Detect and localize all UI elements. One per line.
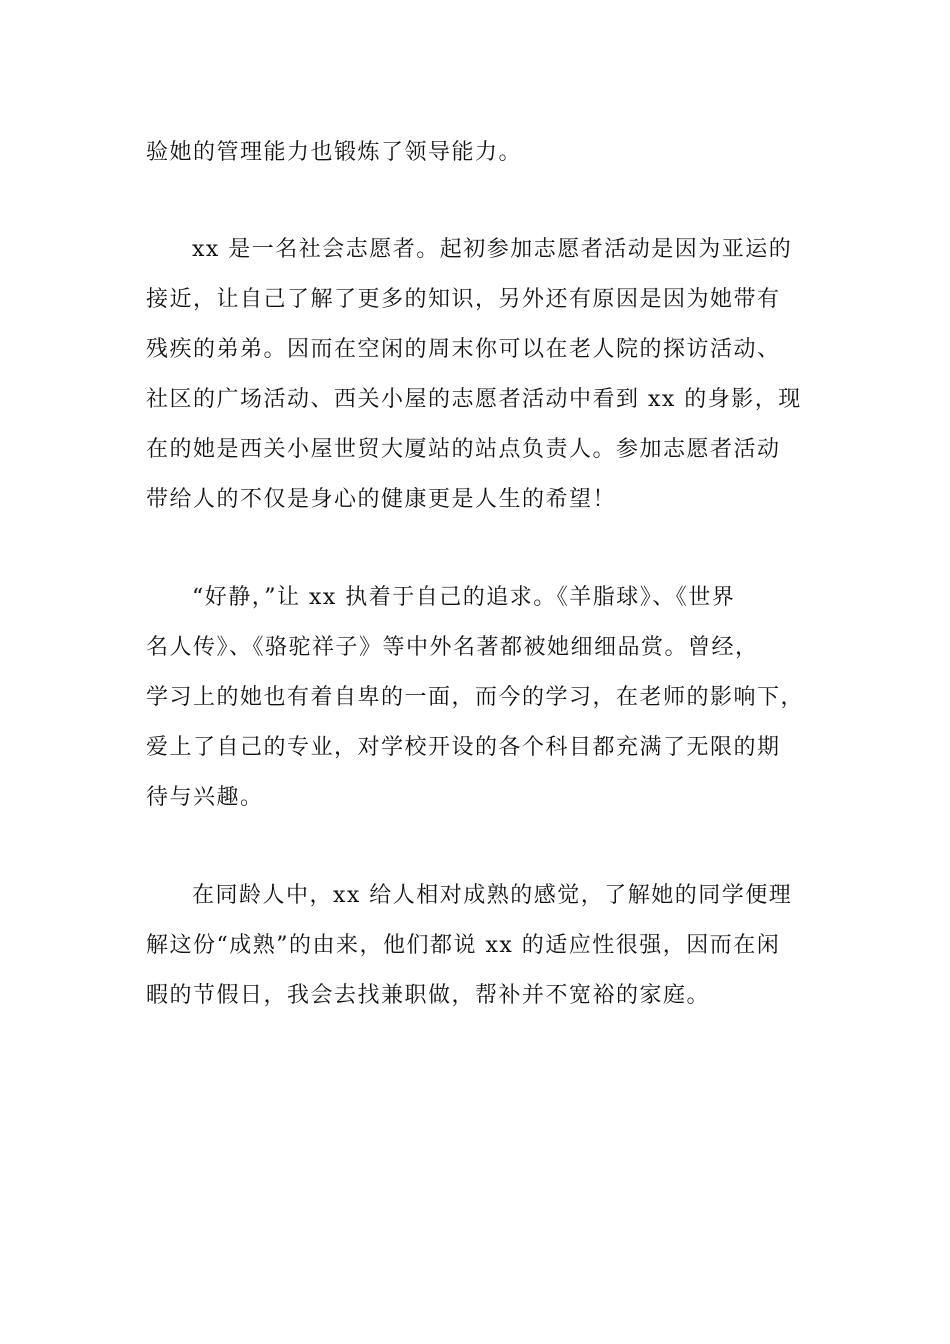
paragraph-2-line-1: xx 是一名社会志愿者。起初参加志愿者活动是因为亚运的: [192, 237, 793, 262]
paragraph-3-line-2: 名人传》、《骆驼祥子》等中外名著都被她细细品赏。曾经，: [146, 635, 759, 660]
paragraph-1-line-1: 验她的管理能力也锻炼了领导能力。: [146, 140, 523, 165]
paragraph-2-line-4: 社区的广场活动、西关小屋的志愿者活动中看到 xx 的身影，现: [146, 387, 802, 412]
paragraph-3-line-4: 爱上了自己的专业，对学校开设的各个科目都充满了无限的期: [146, 735, 781, 760]
paragraph-2-line-5: 在的她是西关小屋世贸大厦站的站点负责人。参加志愿者活动: [146, 437, 781, 462]
paragraph-3-line-1: “好静，”让 xx 执着于自己的追求。《羊脂球》、《世界: [192, 585, 736, 610]
paragraph-4-line-3: 暇的节假日，我会去找兼职做，帮补并不宽裕的家庭。: [146, 983, 711, 1008]
paragraph-2-line-3: 残疾的弟弟。因而在空闲的周末你可以在老人院的探访活动、: [146, 337, 781, 362]
paragraph-2-line-6: 带给人的不仅是身心的健康更是人生的希望！: [146, 487, 617, 512]
paragraph-4-line-1: 在同龄人中，xx 给人相对成熟的感觉，了解她的同学便理: [192, 883, 793, 908]
paragraph-3-line-5: 待与兴趣。: [146, 785, 264, 810]
paragraph-4-line-2: 解这份“成熟”的由来，他们都说 xx 的适应性很强，因而在闲: [146, 933, 781, 958]
paragraph-2-line-2: 接近，让自己了解了更多的知识，另外还有原因是因为她带有: [146, 287, 781, 312]
paragraph-3-line-3: 学习上的她也有着自卑的一面，而今的学习，在老师的影响下，: [146, 685, 805, 710]
